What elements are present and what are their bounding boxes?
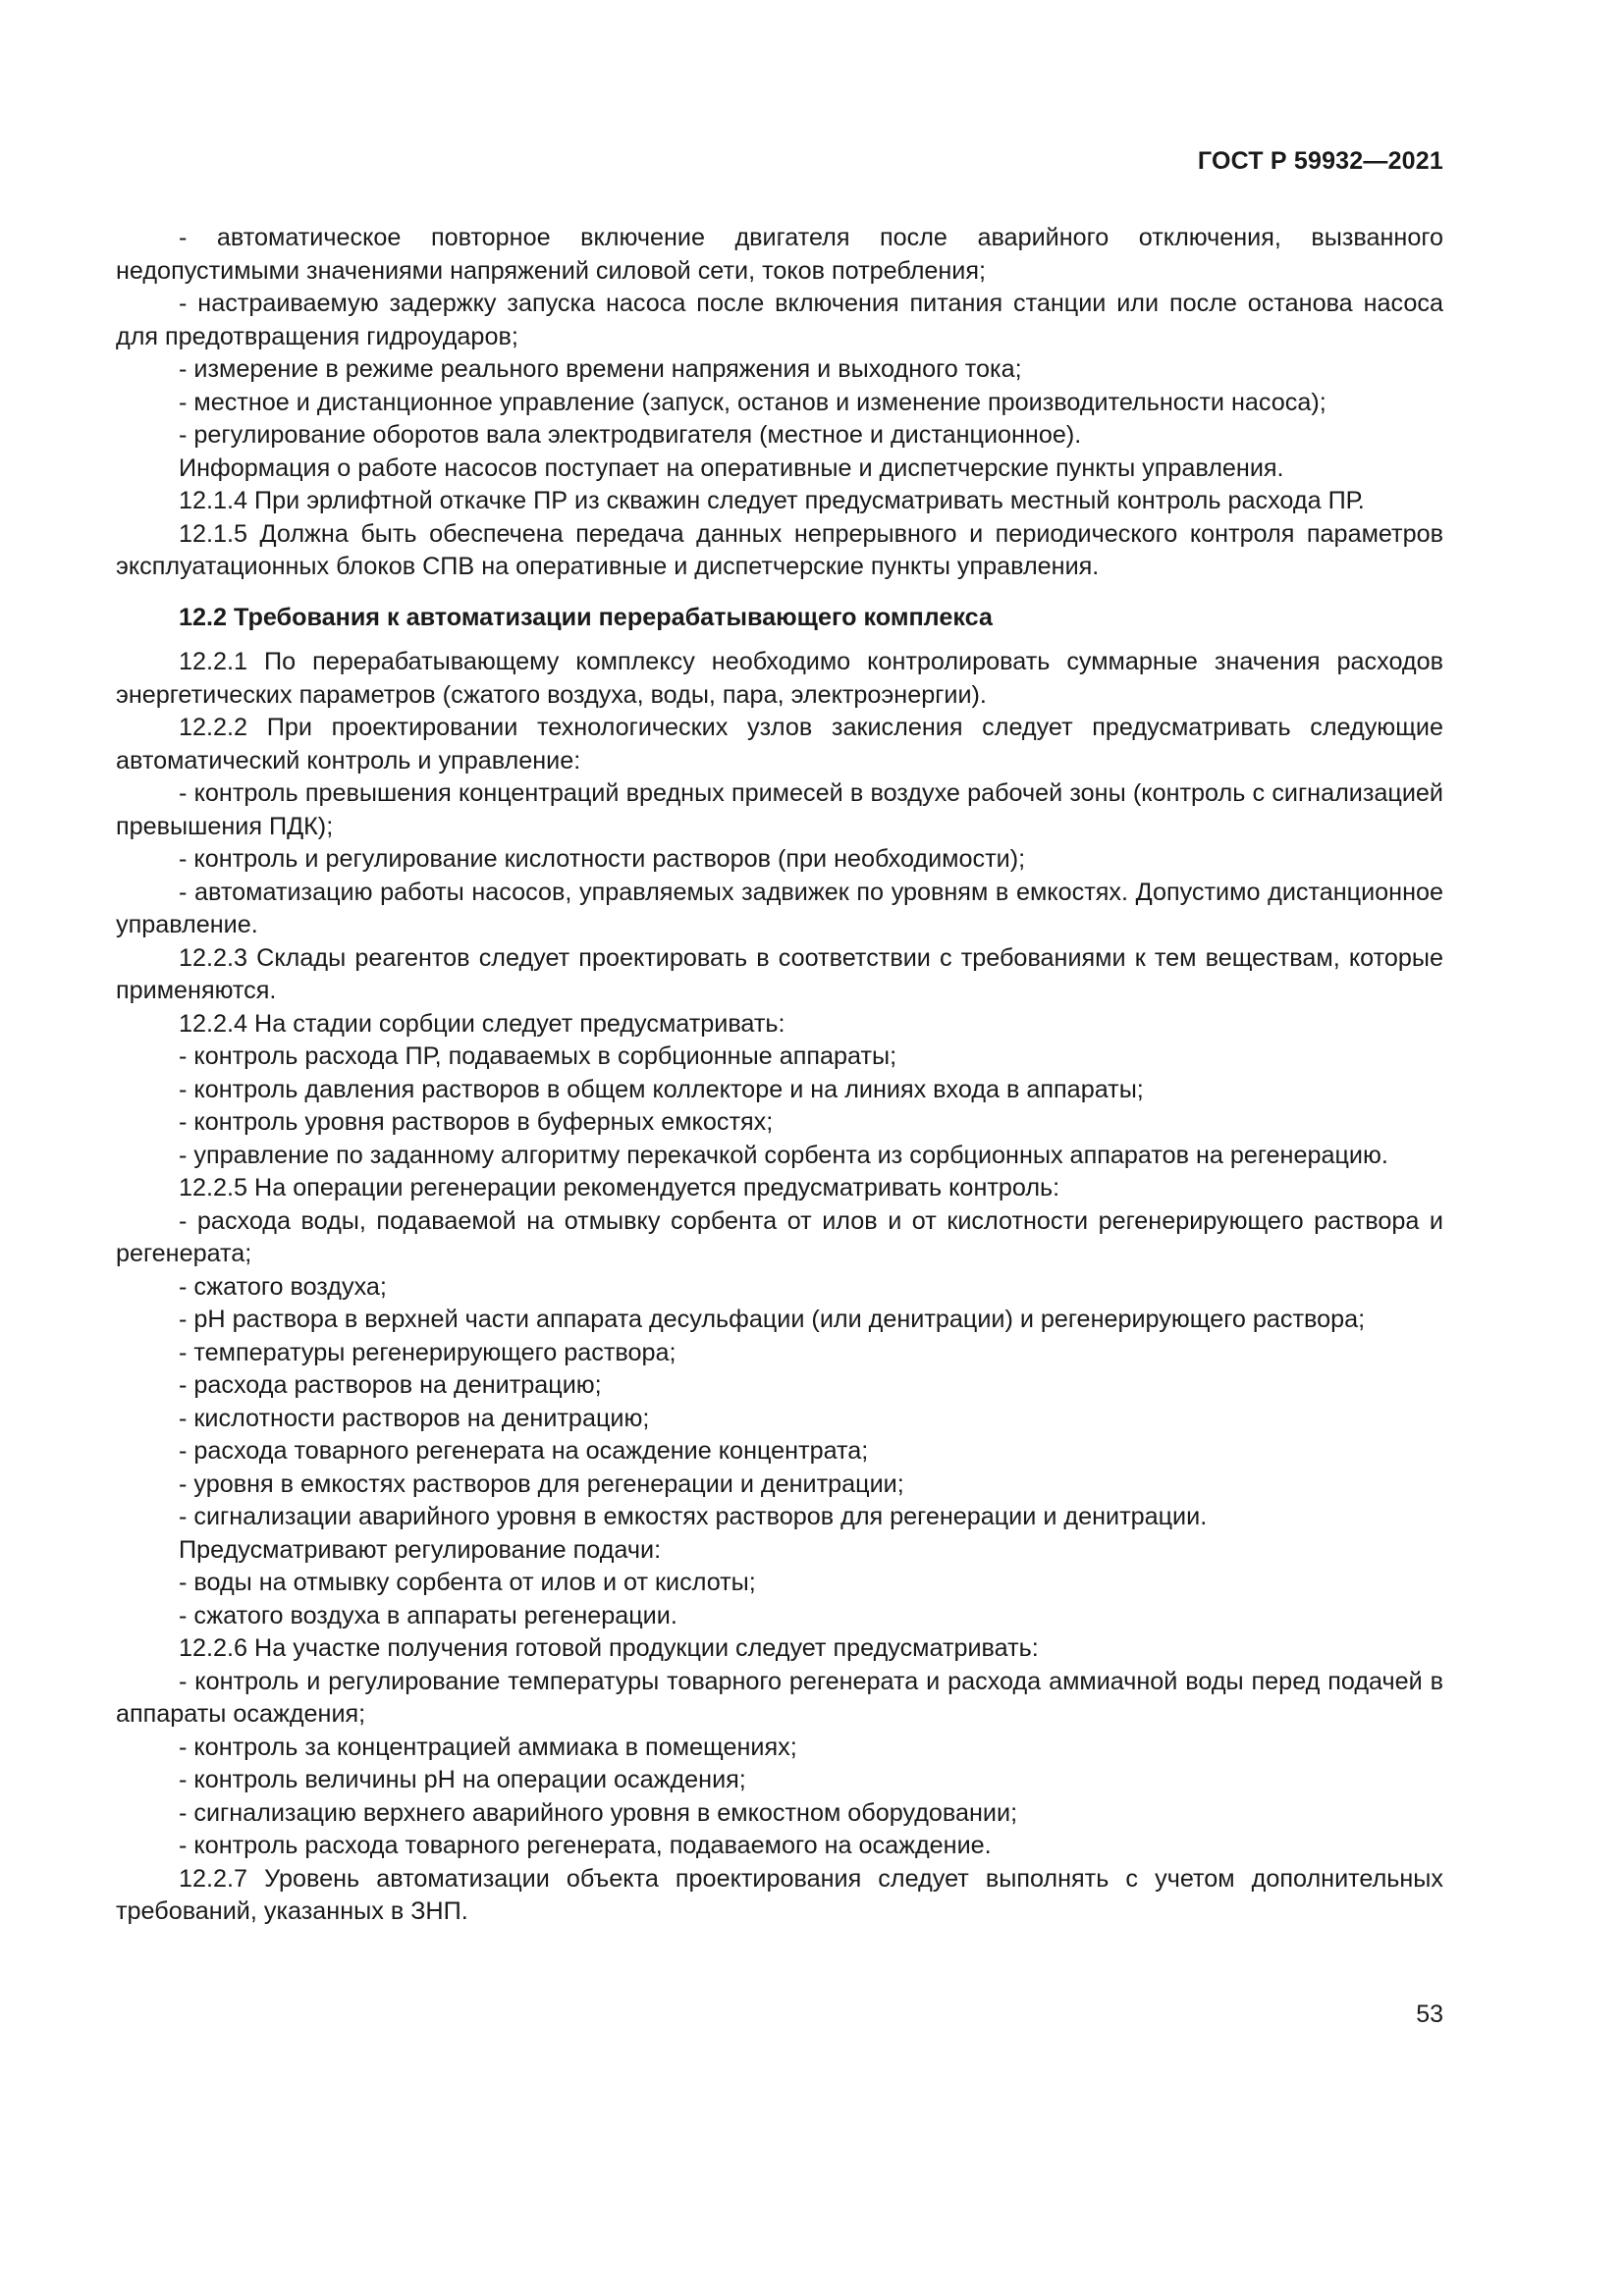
paragraph: 12.2.6 На участке получения готовой продукции следует предусматривать: [179,1634,1039,1662]
paragraph: 12.2.7 Уровень автоматизации объекта проектирования следует выполнять с учетом дополнительных требований, указанных в ЗНП. [116,1864,1443,1925]
paragraph: - автоматическое повторное включение двигателя после аварийного отключения, вызванного недопустимыми значениями напряжений силовой сети, токов потребления; [116,224,1443,285]
paragraph: - контроль за концентрацией аммиака в помещениях; [179,1733,797,1761]
document-body [116,222,1443,1929]
paragraph: - расхода товарного регенерата на осаждение концентрата; [179,1437,869,1465]
paragraph: - регулирование оборотов вала электродвигателя (местное и дистанционное). [179,421,1082,449]
paragraph: 12.2.2 При проектировании технологических узлов закисления следует предусматривать следующие автоматический контроль и управление: [116,714,1443,774]
paragraph: 12.2.1 По перерабатывающему комплексу необходимо контролировать суммарные значения расходов энергетических параметров (сжатого воздуха, воды, пара, электроэнергии). [116,648,1443,709]
paragraph: - местное и дистанционное управление (запуск, останов и изменение производительности насоса); [179,388,1326,416]
paragraph: - контроль расхода товарного регенерата, подаваемого на осаждение. [179,1832,992,1859]
paragraph: - расхода воды, подаваемой на отмывку сорбента от илов и от кислотности регенерирующего раствора и регенерата; [116,1206,1443,1267]
paragraph: - контроль расхода ПР, подаваемых в сорбционные аппараты; [179,1042,897,1070]
paragraph: - контроль и регулирование кислотности растворов (при необходимости); [179,845,1026,873]
paragraph: 12.2.4 На стадии сорбции следует предусматривать: [179,1009,785,1038]
section-heading: 12.2 Требования к автоматизации перерабатывающего комплекса [179,603,993,631]
paragraph-group-1 [116,222,1443,584]
paragraph: - управление по заданному алгоритму перекачкой сорбента из сорбционных аппаратов на регенерацию. [179,1141,1388,1169]
paragraph: - контроль уровня растворов в буферных емкостях; [179,1108,774,1136]
paragraph: Предусматривают регулирование подачи: [179,1535,662,1564]
paragraph: - измерение в режиме реального времени напряжения и выходного тока; [179,355,1022,383]
paragraph: 12.1.5 Должна быть обеспечена передача данных непрерывного и периодического контроля параметров эксплуатационных блоков СПВ на оперативные и диспетчерские пункты управления. [116,519,1443,580]
paragraph: 12.2.3 Склады реагентов следует проектировать в соответствии с требованиями к тем веществам, которые применяются. [116,943,1443,1004]
paragraph: - сигнализации аварийного уровня в емкостях растворов для регенерации и денитрации. [179,1503,1208,1530]
document-code: ГОСТ Р 59932—2021 [1197,147,1443,175]
paragraph: - контроль и регулирование температуры товарного регенерата и расхода аммиачной воды перед подачей в аппараты осаждения; [116,1667,1443,1728]
paragraph: - сжатого воздуха в аппараты регенерации. [179,1601,677,1629]
paragraph: - расхода растворов на денитрацию; [179,1371,602,1399]
paragraph: - воды на отмывку сорбента от илов и от кислоты; [179,1569,756,1596]
paragraph: 12.2.5 На операции регенерации рекомендуется предусматривать контроль: [179,1174,1060,1201]
paragraph: - контроль величины pH на операции осаждения; [179,1766,746,1793]
paragraph: - контроль превышения концентраций вредных примесей в воздухе рабочей зоны (контроль с сигнализацией превышения ПДК); [116,779,1443,840]
paragraph: - настраиваемую задержку запуска насоса после включения питания станции или после останова насоса для предотвращения гидроударов; [116,290,1443,350]
paragraph: - температуры регенерирующего раствора; [179,1338,677,1366]
paragraph: Информация о работе насосов поступает на оперативные и диспетчерские пункты управления. [179,454,1284,482]
paragraph: 12.1.4 При эрлифтной откачке ПР из скважин следует предусматривать местный контроль расхода ПР. [179,487,1365,514]
page-number: 53 [1416,2001,1443,2028]
paragraph: - уровня в емкостях растворов для регенерации и денитрации; [179,1469,904,1498]
paragraph: - автоматизацию работы насосов, управляемых задвижек по уровням в емкостях. Допустимо дистанционное управление. [116,878,1443,938]
paragraph: - сигнализацию верхнего аварийного уровня в емкостном оборудовании; [179,1798,1018,1827]
paragraph: - контроль давления растворов в общем коллекторе и на линиях входа в аппараты; [179,1075,1144,1103]
paragraph: - кислотности растворов на денитрацию; [179,1404,650,1432]
paragraph: - сжатого воздуха; [179,1272,387,1301]
paragraph: - pH раствора в верхней части аппарата десульфации (или денитрации) и регенерирующего раствора; [179,1306,1366,1333]
paragraph-group-2 [116,646,1443,1929]
